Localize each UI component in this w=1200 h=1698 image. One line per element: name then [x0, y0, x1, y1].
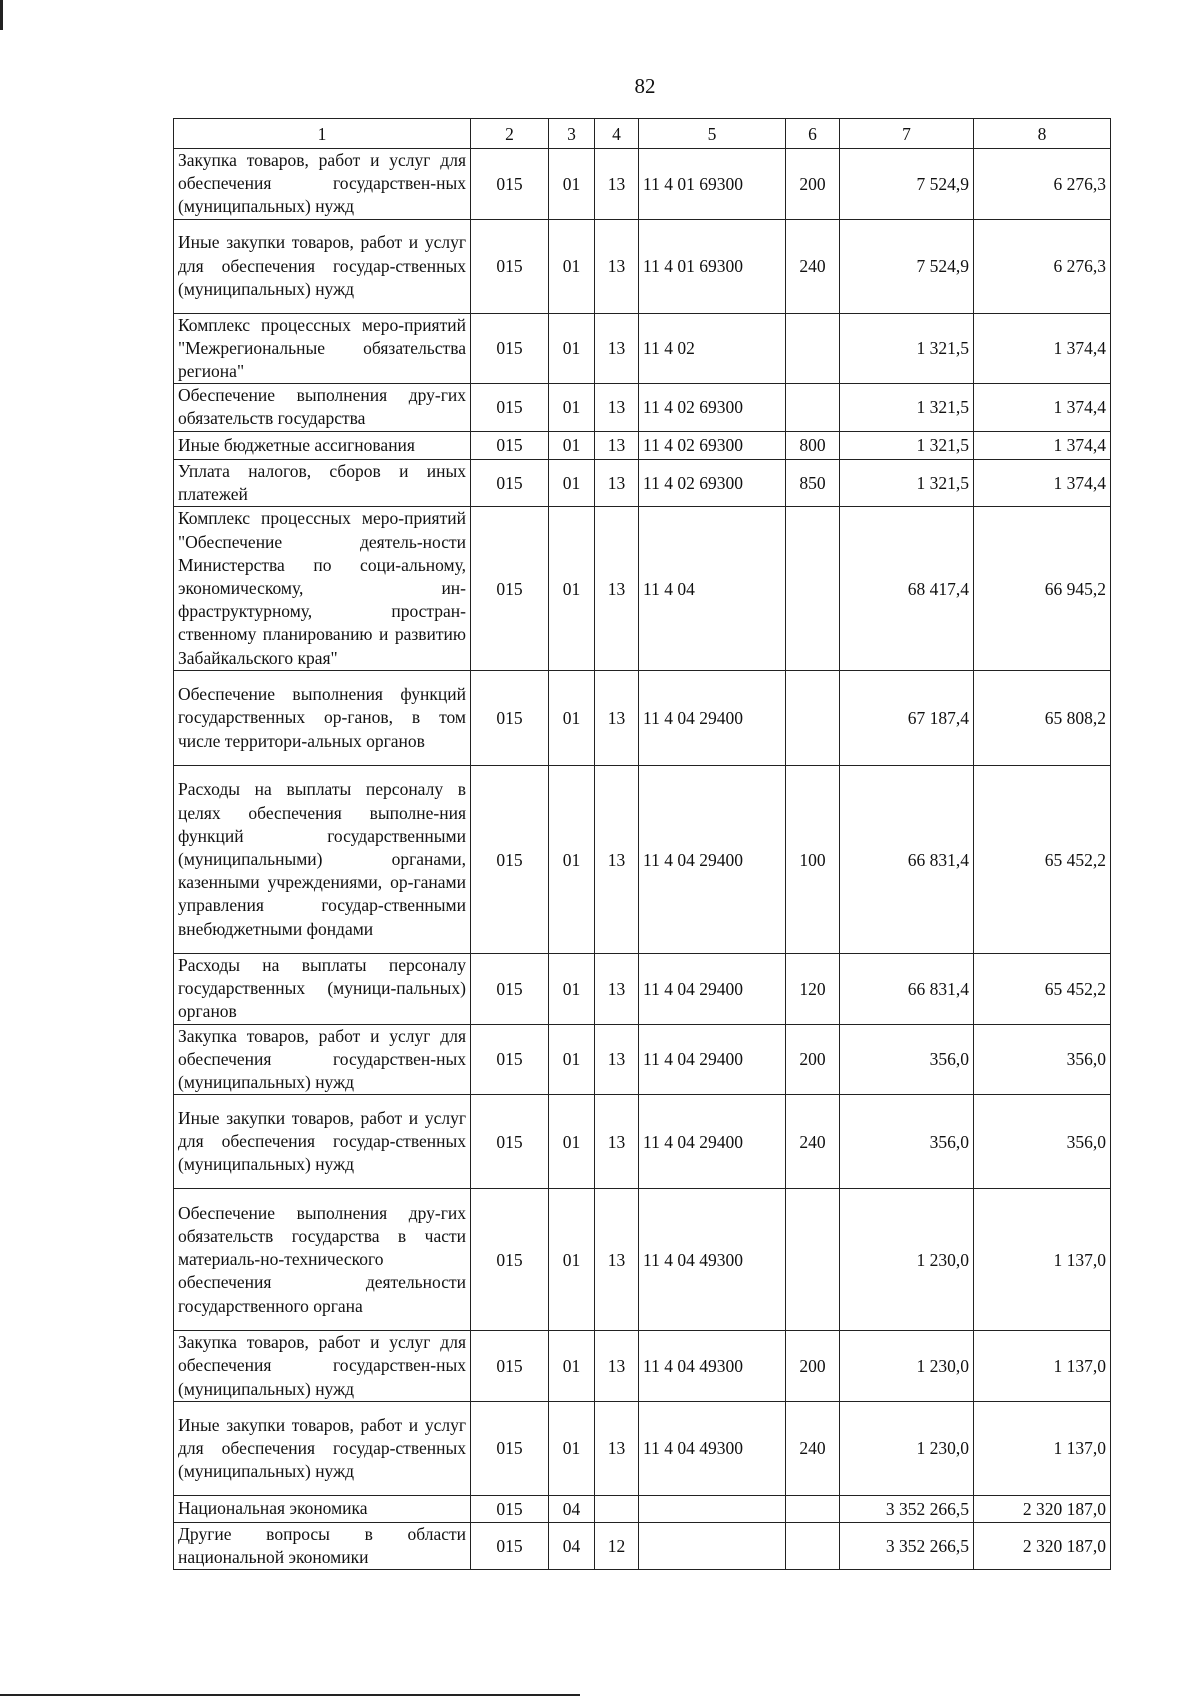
table-row [174, 431, 1111, 459]
target-article: 11 4 04 49300 [639, 1189, 786, 1331]
section-code: 01 [549, 219, 595, 313]
table-row [174, 766, 1111, 954]
expense-kind [786, 1495, 840, 1522]
section-code: 01 [549, 507, 595, 671]
target-article: 11 4 04 49300 [639, 1401, 786, 1495]
expense-kind: 240 [786, 1095, 840, 1189]
table-body [174, 149, 1111, 1570]
expense-kind [786, 671, 840, 766]
subsection-code: 13 [595, 671, 639, 766]
admin-code: 015 [471, 219, 549, 313]
expense-kind: 850 [786, 459, 840, 506]
admin-code: 015 [471, 1189, 549, 1331]
subsection-code: 13 [595, 459, 639, 506]
expense-kind: 240 [786, 219, 840, 313]
table-row [174, 149, 1111, 220]
admin-code: 015 [471, 149, 549, 220]
row-name: Иные бюджетные ассигнования [174, 431, 471, 459]
target-article: 11 4 04 29400 [639, 671, 786, 766]
amount-year-1: 3 352 266,5 [840, 1522, 974, 1569]
header-cell: 1 [174, 119, 471, 149]
table-row [174, 1095, 1111, 1189]
section-code: 01 [549, 766, 595, 954]
amount-year-1: 356,0 [840, 1095, 974, 1189]
section-code: 01 [549, 431, 595, 459]
subsection-code: 13 [595, 313, 639, 384]
section-code: 01 [549, 954, 595, 1025]
admin-code: 015 [471, 1495, 549, 1522]
subsection-code: 13 [595, 1331, 639, 1402]
section-code: 01 [549, 1331, 595, 1402]
target-article: 11 4 04 29400 [639, 1024, 786, 1095]
amount-year-1: 7 524,9 [840, 219, 974, 313]
header-cell: 7 [840, 119, 974, 149]
row-name: Закупка товаров, работ и услуг для обеспечения государствен-ных (муниципальных) нужд [174, 1331, 471, 1402]
amount-year-2: 1 374,4 [974, 384, 1111, 431]
row-name: Закупка товаров, работ и услуг для обеспечения государствен-ных (муниципальных) нужд [174, 149, 471, 220]
amount-year-2: 65 452,2 [974, 954, 1111, 1025]
target-article [639, 1495, 786, 1522]
expense-kind: 120 [786, 954, 840, 1025]
admin-code: 015 [471, 1401, 549, 1495]
target-article: 11 4 02 [639, 313, 786, 384]
target-article: 11 4 02 69300 [639, 384, 786, 431]
expense-kind: 100 [786, 766, 840, 954]
scan-bottom-line [0, 1694, 580, 1696]
admin-code: 015 [471, 507, 549, 671]
table-row [174, 507, 1111, 671]
amount-year-2: 66 945,2 [974, 507, 1111, 671]
subsection-code: 13 [595, 384, 639, 431]
section-code: 01 [549, 671, 595, 766]
target-article: 11 4 04 49300 [639, 1331, 786, 1402]
amount-year-1: 1 230,0 [840, 1401, 974, 1495]
section-code: 01 [549, 149, 595, 220]
admin-code: 015 [471, 954, 549, 1025]
expense-kind: 200 [786, 1024, 840, 1095]
amount-year-1: 356,0 [840, 1024, 974, 1095]
expense-kind: 200 [786, 1331, 840, 1402]
subsection-code: 12 [595, 1522, 639, 1569]
subsection-code [595, 1495, 639, 1522]
amount-year-2: 1 137,0 [974, 1401, 1111, 1495]
amount-year-1: 1 321,5 [840, 459, 974, 506]
table-row [174, 671, 1111, 766]
amount-year-2: 1 374,4 [974, 459, 1111, 506]
amount-year-1: 1 230,0 [840, 1331, 974, 1402]
row-name: Другие вопросы в области национальной экономики [174, 1522, 471, 1569]
subsection-code: 13 [595, 766, 639, 954]
target-article: 11 4 02 69300 [639, 431, 786, 459]
target-article: 11 4 04 29400 [639, 766, 786, 954]
section-code: 01 [549, 313, 595, 384]
row-name: Расходы на выплаты персоналу в целях обеспечения выполне-ния функций государственными (муниципальными) органами, казенными учреждениями, ор-ганами управления государ-ственными внебюджетными фондами [174, 766, 471, 954]
subsection-code: 13 [595, 954, 639, 1025]
admin-code: 015 [471, 1095, 549, 1189]
admin-code: 015 [471, 671, 549, 766]
table-row [174, 1401, 1111, 1495]
row-name: Обеспечение выполнения дру-гих обязательств государства в части материаль-но-технического обеспечения деятельности государственного органа [174, 1189, 471, 1331]
target-article: 11 4 01 69300 [639, 149, 786, 220]
row-name: Расходы на выплаты персоналу государственных (муници-пальных) органов [174, 954, 471, 1025]
amount-year-1: 7 524,9 [840, 149, 974, 220]
admin-code: 015 [471, 1024, 549, 1095]
header-cell: 4 [595, 119, 639, 149]
table-row [174, 1522, 1111, 1569]
subsection-code: 13 [595, 1189, 639, 1331]
amount-year-1: 3 352 266,5 [840, 1495, 974, 1522]
target-article: 11 4 01 69300 [639, 219, 786, 313]
header-cell: 2 [471, 119, 549, 149]
amount-year-1: 66 831,4 [840, 954, 974, 1025]
subsection-code: 13 [595, 219, 639, 313]
page-number: 82 [634, 74, 656, 98]
table-row [174, 384, 1111, 431]
amount-year-1: 1 321,5 [840, 384, 974, 431]
row-name: Комплекс процессных меро-приятий "Обеспечение деятель-ности Министерства по соци-альному, экономическому, ин-фраструктурному, простран-ственному планированию и развитию Забайкальского края" [174, 507, 471, 671]
amount-year-2: 2 320 187,0 [974, 1522, 1111, 1569]
admin-code: 015 [471, 384, 549, 431]
header-cell: 3 [549, 119, 595, 149]
table-row [174, 954, 1111, 1025]
subsection-code: 13 [595, 507, 639, 671]
amount-year-1: 67 187,4 [840, 671, 974, 766]
admin-code: 015 [471, 1522, 549, 1569]
amount-year-1: 66 831,4 [840, 766, 974, 954]
target-article: 11 4 04 29400 [639, 954, 786, 1025]
subsection-code: 13 [595, 1095, 639, 1189]
amount-year-2: 65 808,2 [974, 671, 1111, 766]
amount-year-2: 1 137,0 [974, 1189, 1111, 1331]
subsection-code: 13 [595, 149, 639, 220]
section-code: 01 [549, 1189, 595, 1331]
header-cell: 8 [974, 119, 1111, 149]
subsection-code: 13 [595, 1401, 639, 1495]
expense-kind [786, 384, 840, 431]
row-name: Иные закупки товаров, работ и услуг для обеспечения государ-ственных (муниципальных) нужд [174, 1401, 471, 1495]
header-cell: 6 [786, 119, 840, 149]
amount-year-2: 6 276,3 [974, 149, 1111, 220]
target-article: 11 4 04 29400 [639, 1095, 786, 1189]
row-name: Иные закупки товаров, работ и услуг для обеспечения государ-ственных (муниципальных) нужд [174, 1095, 471, 1189]
amount-year-1: 1 321,5 [840, 313, 974, 384]
expense-kind: 800 [786, 431, 840, 459]
section-code: 01 [549, 1095, 595, 1189]
subsection-code: 13 [595, 431, 639, 459]
table-row [174, 1189, 1111, 1331]
scan-edge-mark [0, 0, 3, 30]
row-name: Комплекс процессных меро-приятий "Межрегиональные обязательства региона" [174, 313, 471, 384]
expense-kind [786, 507, 840, 671]
amount-year-2: 1 137,0 [974, 1331, 1111, 1402]
amount-year-2: 1 374,4 [974, 313, 1111, 384]
table-row [174, 219, 1111, 313]
expense-kind: 240 [786, 1401, 840, 1495]
section-code: 04 [549, 1495, 595, 1522]
target-article: 11 4 04 [639, 507, 786, 671]
amount-year-2: 356,0 [974, 1024, 1111, 1095]
admin-code: 015 [471, 313, 549, 384]
header-row [174, 119, 1111, 149]
table-row [174, 313, 1111, 384]
expense-kind [786, 1189, 840, 1331]
amount-year-2: 2 320 187,0 [974, 1495, 1111, 1522]
row-name: Иные закупки товаров, работ и услуг для обеспечения государ-ственных (муниципальных) нужд [174, 219, 471, 313]
row-name: Обеспечение выполнения функций государственных ор-ганов, в том числе территори-альных органов [174, 671, 471, 766]
row-name: Национальная экономика [174, 1495, 471, 1522]
expense-kind: 200 [786, 149, 840, 220]
amount-year-1: 1 230,0 [840, 1189, 974, 1331]
table-row [174, 1495, 1111, 1522]
section-code: 01 [549, 384, 595, 431]
table-row [174, 1024, 1111, 1095]
admin-code: 015 [471, 431, 549, 459]
amount-year-2: 356,0 [974, 1095, 1111, 1189]
amount-year-2: 65 452,2 [974, 766, 1111, 954]
budget-table [173, 118, 1111, 1570]
target-article [639, 1522, 786, 1569]
subsection-code: 13 [595, 1024, 639, 1095]
admin-code: 015 [471, 459, 549, 506]
section-code: 01 [549, 459, 595, 506]
section-code: 01 [549, 1024, 595, 1095]
table-row [174, 1331, 1111, 1402]
row-name: Уплата налогов, сборов и иных платежей [174, 459, 471, 506]
amount-year-1: 68 417,4 [840, 507, 974, 671]
section-code: 01 [549, 1401, 595, 1495]
table-row [174, 459, 1111, 506]
amount-year-2: 1 374,4 [974, 431, 1111, 459]
row-name: Обеспечение выполнения дру-гих обязательств государства [174, 384, 471, 431]
amount-year-1: 1 321,5 [840, 431, 974, 459]
target-article: 11 4 02 69300 [639, 459, 786, 506]
admin-code: 015 [471, 766, 549, 954]
row-name: Закупка товаров, работ и услуг для обеспечения государствен-ных (муниципальных) нужд [174, 1024, 471, 1095]
admin-code: 015 [471, 1331, 549, 1402]
amount-year-2: 6 276,3 [974, 219, 1111, 313]
expense-kind [786, 1522, 840, 1569]
header-cell: 5 [639, 119, 786, 149]
section-code: 04 [549, 1522, 595, 1569]
expense-kind [786, 313, 840, 384]
